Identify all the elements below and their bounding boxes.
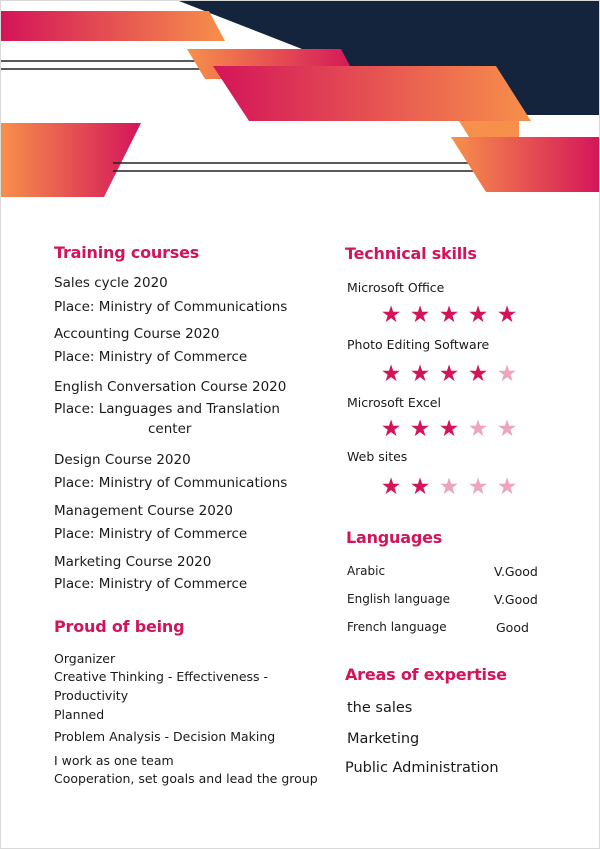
star-empty-icon: ★	[438, 474, 460, 500]
right-band	[451, 137, 600, 192]
mid-long-band	[213, 66, 531, 121]
skill-name: Photo Editing Software	[347, 337, 490, 352]
language-name: English language	[347, 592, 451, 606]
skill-rating	[378, 363, 520, 386]
star-filled-icon: ★	[380, 474, 402, 500]
star-filled-icon: ★	[438, 302, 460, 328]
star-filled-icon: ★	[380, 416, 402, 442]
proud-item: Problem Analysis - Decision Making	[54, 729, 276, 744]
course-place: Place: Ministry of Commerce	[54, 526, 248, 542]
proud-item: Organizer	[54, 651, 116, 666]
course-name: Management Course 2020	[54, 503, 234, 519]
star-filled-icon: ★	[409, 474, 431, 500]
skill-rating	[378, 476, 520, 499]
right-small-band	[459, 121, 519, 137]
star-filled-icon: ★	[380, 361, 402, 387]
left-band	[1, 123, 141, 197]
language-level: Good	[496, 620, 529, 635]
top-left-band	[1, 11, 225, 41]
course-name: Sales cycle 2020	[54, 275, 168, 291]
proud-item: Creative Thinking - Effectiveness -	[54, 669, 269, 684]
language-level: V.Good	[494, 564, 538, 579]
proud-item: Planned	[54, 707, 105, 722]
course-place: Place: Ministry of Commerce	[54, 349, 248, 365]
expertise-item: the sales	[347, 700, 413, 716]
course-name: English Conversation Course 2020	[54, 379, 287, 395]
course-name: Accounting Course 2020	[54, 326, 220, 342]
star-empty-icon: ★	[467, 474, 489, 500]
skill-rating	[378, 304, 520, 327]
skill-name: Microsoft Office	[347, 280, 445, 295]
language-level: V.Good	[494, 592, 538, 607]
language-name: Arabic	[347, 564, 386, 578]
star-filled-icon: ★	[380, 302, 402, 328]
header-decoration	[1, 1, 600, 201]
star-filled-icon: ★	[409, 302, 431, 328]
language-name: French language	[347, 620, 447, 634]
star-filled-icon: ★	[409, 361, 431, 387]
star-empty-icon: ★	[496, 474, 518, 500]
proud-item: Productivity	[54, 688, 129, 703]
course-place: Place: Languages and Translation	[54, 401, 280, 417]
course-name: Design Course 2020	[54, 452, 191, 468]
skill-rating	[378, 418, 520, 441]
star-filled-icon: ★	[496, 302, 518, 328]
course-name: Marketing Course 2020	[54, 554, 212, 570]
star-filled-icon: ★	[409, 416, 431, 442]
skill-name: Microsoft Excel	[347, 395, 441, 410]
proud-item: Cooperation, set goals and lead the group	[54, 771, 318, 786]
languages-title: Languages	[346, 528, 443, 547]
skill-name: Web sites	[347, 449, 408, 464]
course-place-continued: center	[148, 421, 192, 437]
skills-title: Technical skills	[345, 244, 477, 263]
course-place: Place: Ministry of Communications	[54, 475, 288, 491]
star-filled-icon: ★	[467, 302, 489, 328]
expertise-item: Marketing	[347, 731, 420, 747]
star-empty-icon: ★	[467, 416, 489, 442]
proud-title: Proud of being	[54, 617, 185, 636]
star-filled-icon: ★	[438, 416, 460, 442]
course-place: Place: Ministry of Commerce	[54, 576, 248, 592]
proud-item: I work as one team	[54, 753, 174, 768]
expertise-title: Areas of expertise	[345, 665, 507, 684]
training-title: Training courses	[54, 243, 200, 262]
star-empty-icon: ★	[496, 416, 518, 442]
expertise-item: Public Administration	[345, 760, 499, 776]
star-filled-icon: ★	[438, 361, 460, 387]
star-empty-icon: ★	[496, 361, 518, 387]
star-filled-icon: ★	[467, 361, 489, 387]
course-place: Place: Ministry of Communications	[54, 299, 288, 315]
